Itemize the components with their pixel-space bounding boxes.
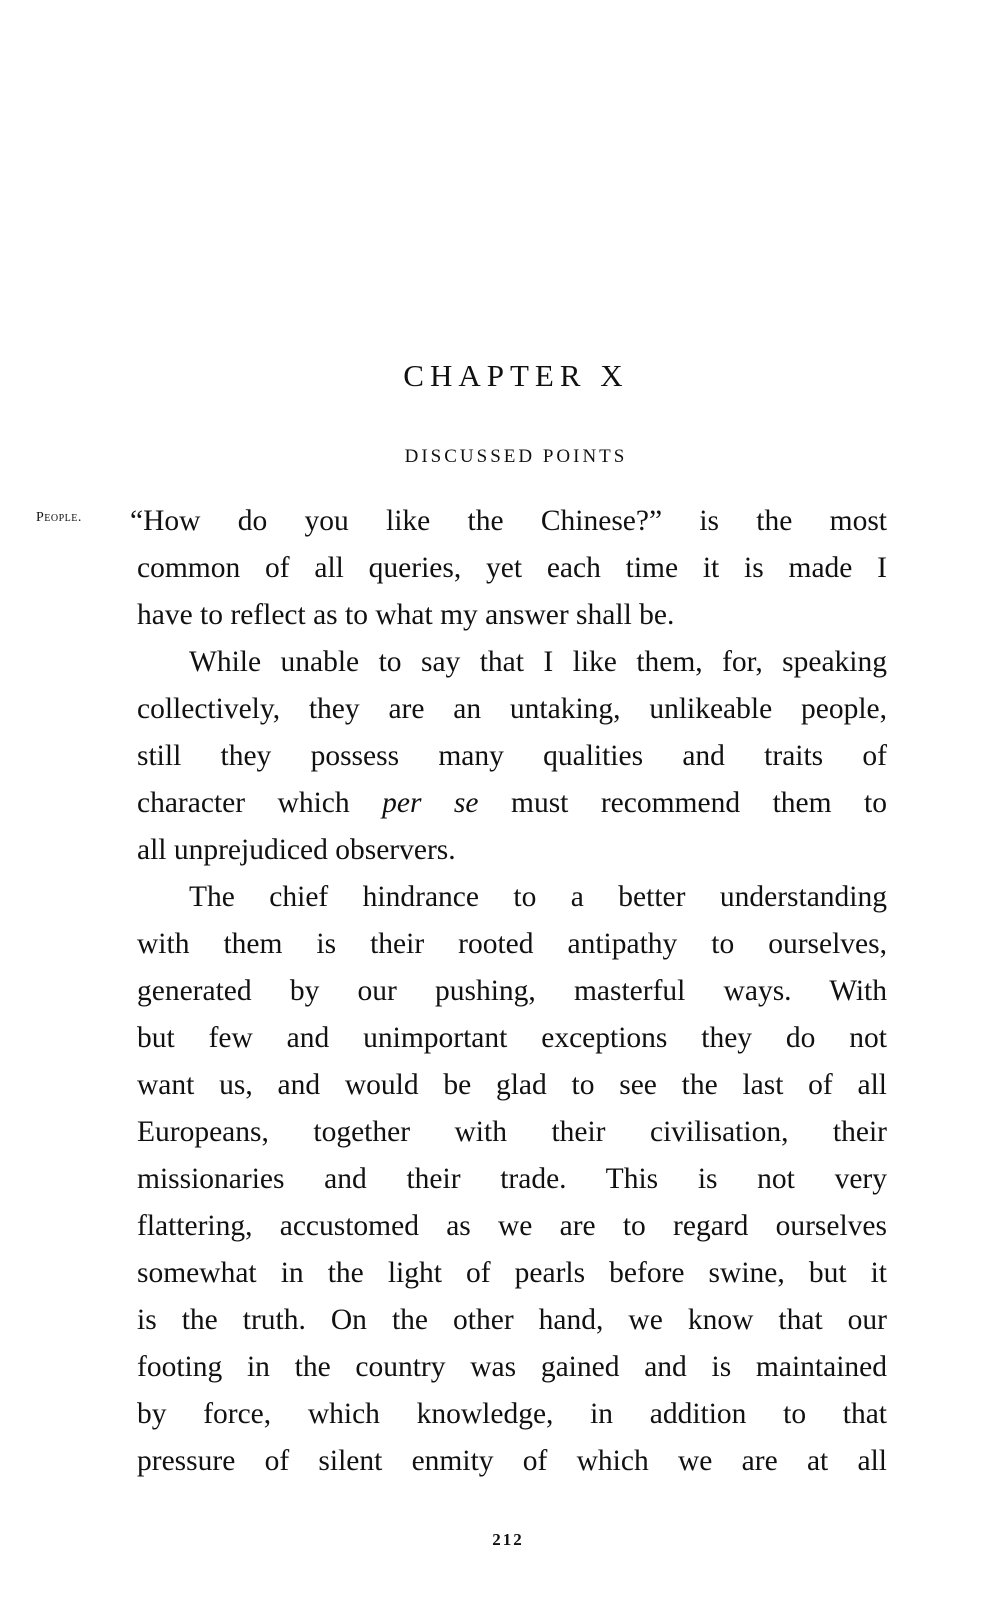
body-text [130,498,887,1485]
text-line: still they possess many qualities and traits of [137,740,887,772]
text-line: all unprejudiced observers. [137,834,456,866]
text-line: want us, and would be glad to see the last of all [137,1069,887,1101]
text-line: have to reflect as to what my answer shall be. [137,599,675,631]
text-line: “How do you like the Chinese?” is the most [130,505,887,537]
italic-phrase: per se [382,787,479,819]
page-number: 212 [492,1530,524,1549]
text-line: Europeans, together with their civilisation, their [137,1116,887,1148]
margin-note: People. [36,510,82,525]
text-line: but few and unimportant exceptions they do not [137,1022,887,1054]
text-line-with-italic [137,780,887,827]
chapter-subtitle: DISCUSSED POINTS [404,446,628,467]
text-line: pressure of silent enmity of which we are at all [137,1445,887,1477]
text-line: missionaries and their trade. This is not very [137,1163,887,1195]
text-line: is the truth. On the other hand, we know that our [137,1304,887,1336]
text-line: collectively, they are an untaking, unlikeable people, [137,693,887,725]
text-line: common of all queries, yet each time it is made I [137,552,887,584]
chapter-title: CHAPTER X [403,358,629,393]
text-line: The chief hindrance to a better understanding [189,881,887,913]
text-line: flattering, accustomed as we are to regard ourselves [137,1210,887,1242]
text-line: generated by our pushing, masterful ways. With [137,975,887,1007]
text-fragment: character which [137,787,383,819]
text-line: somewhat in the light of pearls before swine, but it [137,1257,887,1289]
text-line: by force, which knowledge, in addition to that [137,1398,887,1430]
text-fragment: must recommend them to [478,787,887,819]
text-line: with them is their rooted antipathy to ourselves, [137,928,887,960]
text-line: footing in the country was gained and is maintained [137,1351,887,1383]
text-line: While unable to say that I like them, for, speaking [189,646,887,678]
